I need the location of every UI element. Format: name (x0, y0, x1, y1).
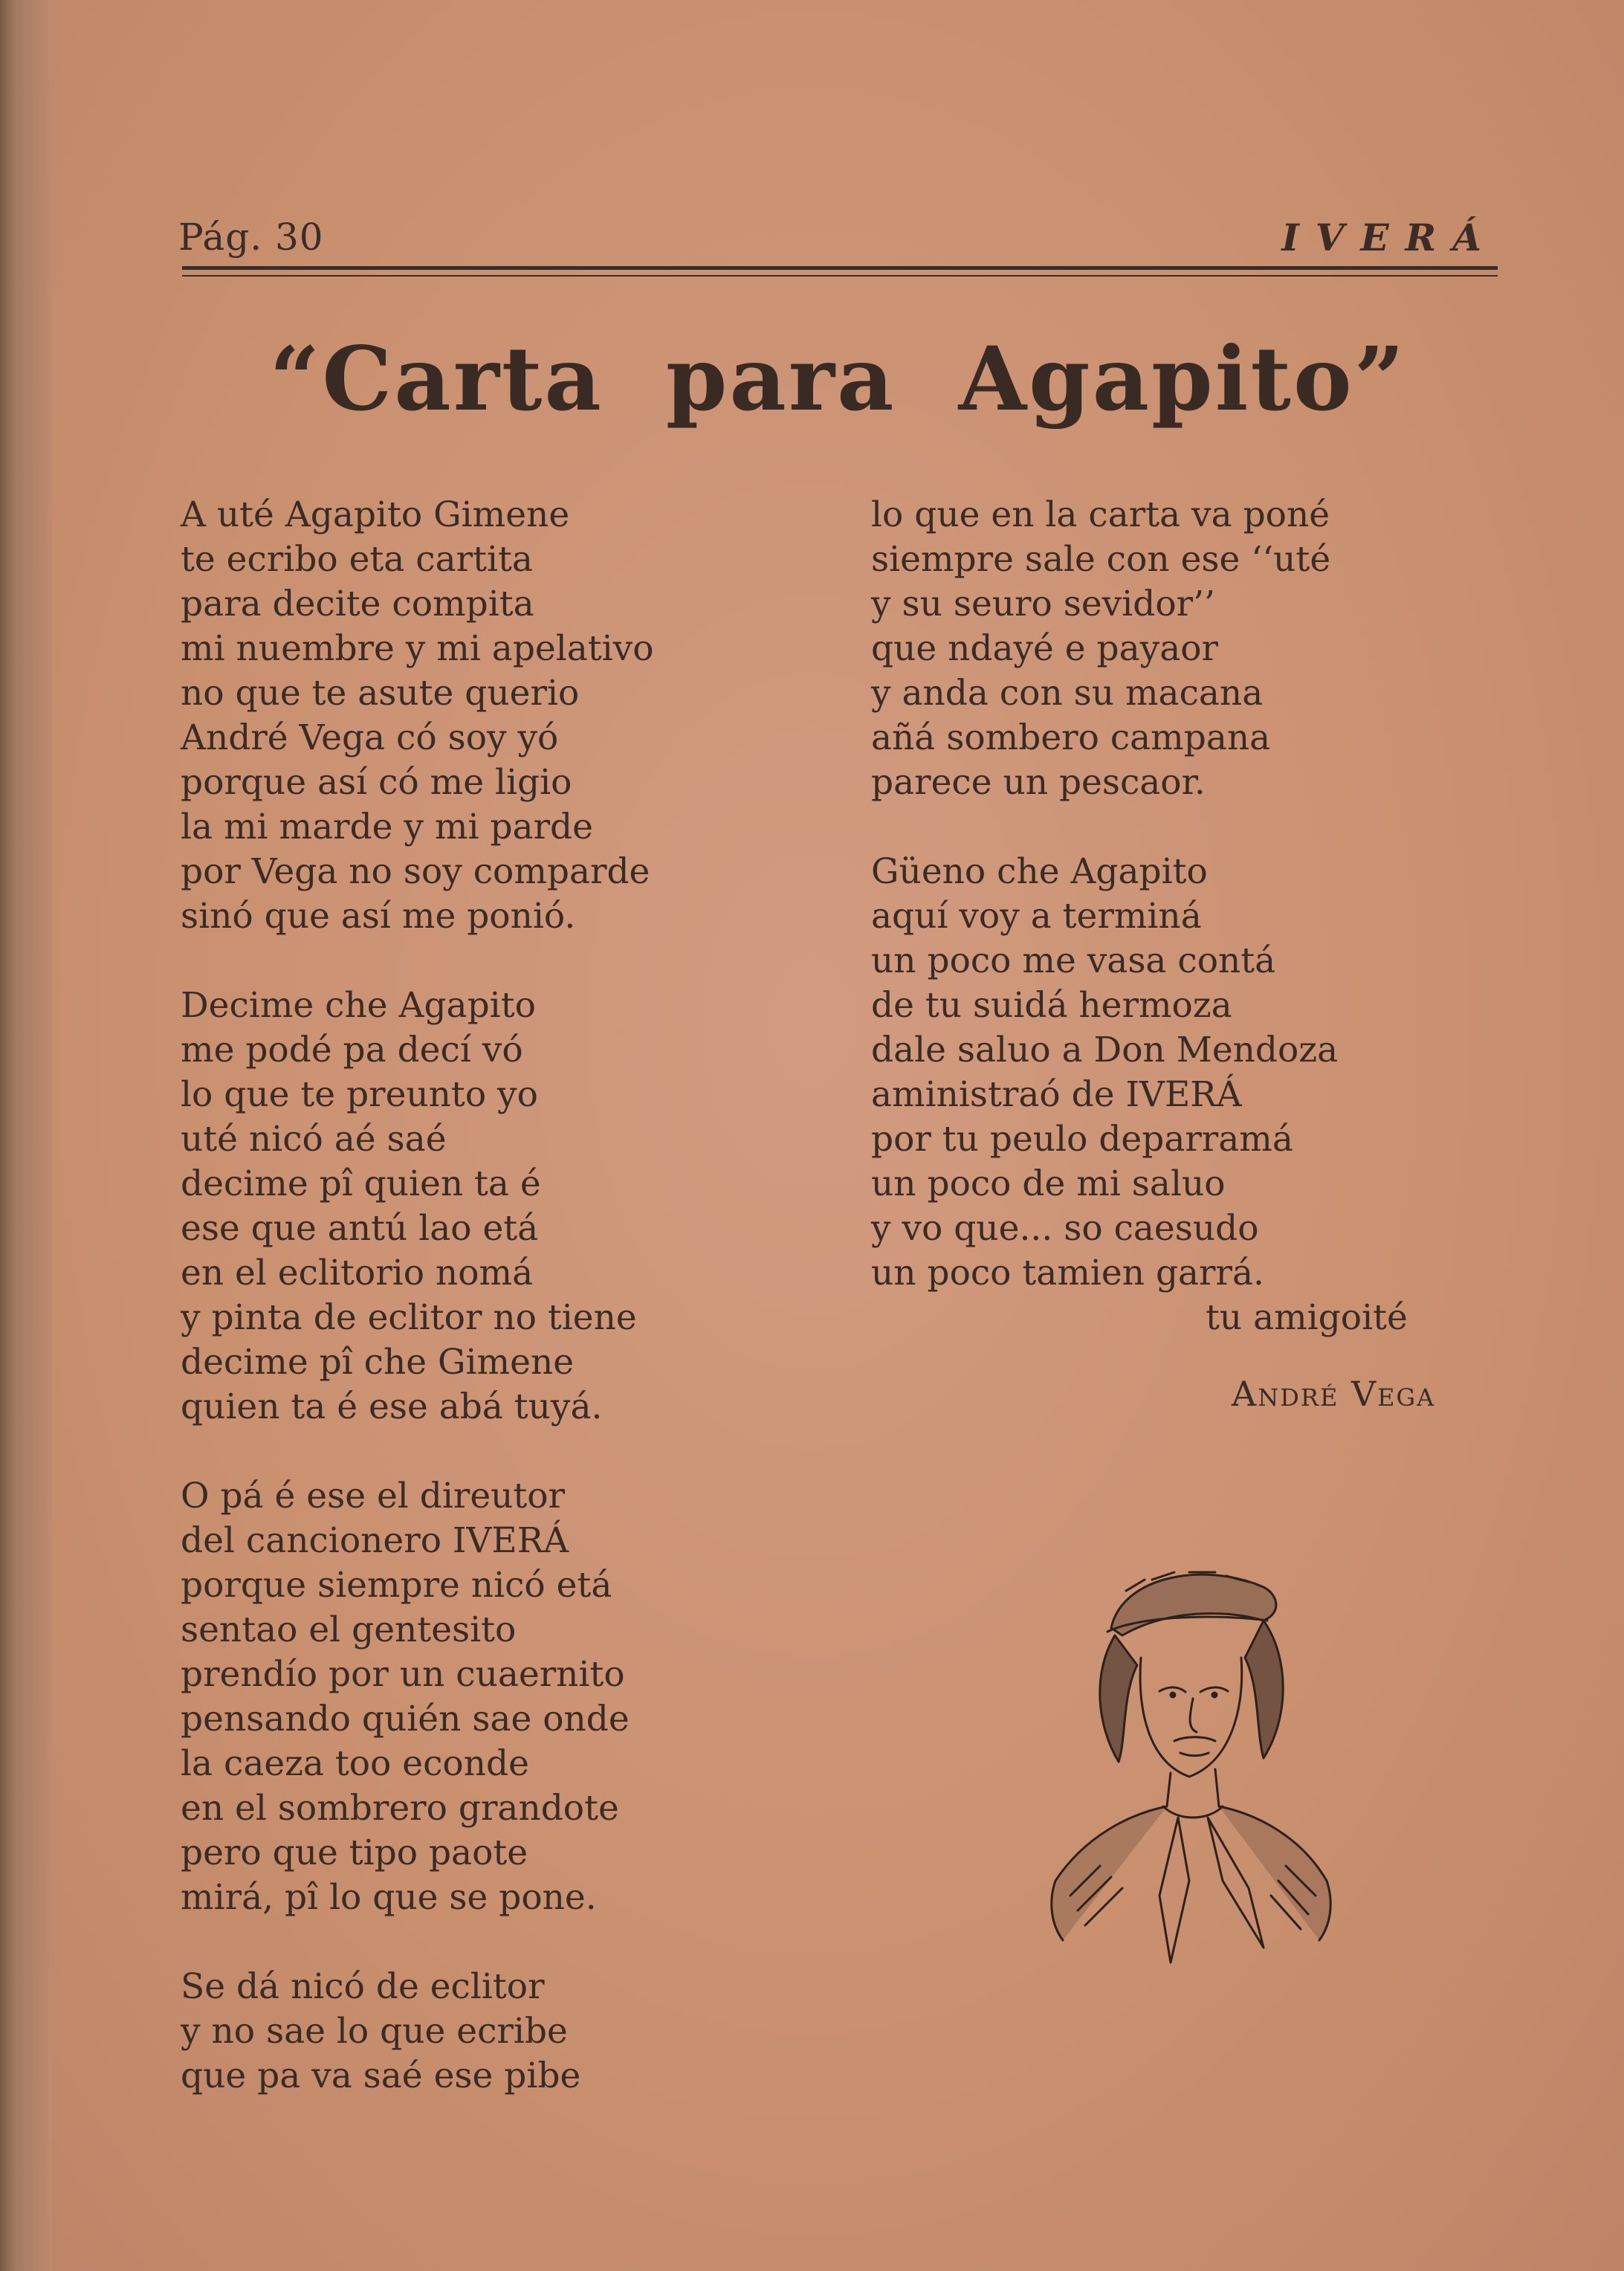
poem-line: mirá, pî lo que se pone. (181, 1877, 597, 1918)
poem-line: de tu suidá hermoza (871, 985, 1232, 1026)
portrait-sketch-icon (1041, 1546, 1338, 2007)
poem-line: sinó que así me ponió. (181, 896, 576, 937)
poem-line: sentao el gentesito (181, 1609, 517, 1650)
stanza (181, 1965, 850, 2099)
header-rule-thin (182, 275, 1498, 277)
poem-line: porque así có me ligio (181, 762, 572, 803)
poem-line: y no sae lo que ecribe (181, 2011, 568, 2052)
poem-line: añá sombero campana (871, 717, 1271, 758)
poem-line: mi nuembre y mi apelativo (181, 628, 654, 669)
poem-line: pero que tipo paote (181, 1832, 528, 1873)
poem-line: y vo que... so caesudo (871, 1208, 1259, 1249)
poem-line: un poco tamien garrá. (871, 1253, 1264, 1293)
poem-line: por tu peulo deparramá (871, 1119, 1293, 1160)
stanza (181, 493, 850, 939)
stanza (181, 983, 850, 1430)
poem-line: siempre sale con ese ‘‘uté (871, 539, 1331, 580)
stanza (871, 850, 1540, 1296)
poem-line: por Vega no soy comparde (181, 851, 650, 892)
page-header (178, 216, 1498, 268)
page-number: Pág. 30 (178, 216, 324, 259)
poem-line: A uté Agapito Gimene (181, 494, 570, 535)
closing-signoff: tu amigoité (1206, 1297, 1408, 1338)
poem-line: un poco de mi saluo (871, 1163, 1226, 1204)
stanza (181, 1474, 850, 1920)
poem-line: decime pî che Gimene (181, 1342, 575, 1383)
poem-line: y pinta de eclitor no tiene (181, 1297, 637, 1338)
poem-line: un poco me vasa contá (871, 940, 1276, 981)
poem-line: y anda con su macana (871, 673, 1264, 714)
poem-line: la caeza too econde (181, 1743, 529, 1784)
poem-line: Güeno che Agapito (871, 851, 1208, 892)
poem-line: para decite compita (181, 584, 534, 624)
poem-line: decime pî quien ta é (181, 1163, 541, 1204)
poem-line: prendío por un cuaernito (181, 1654, 625, 1695)
poem-line: uté nicó aé saé (181, 1119, 447, 1160)
poem-line: ese que antú lao etá (181, 1208, 539, 1249)
poem-line: en el eclitorio nomá (181, 1253, 534, 1293)
poem-right-column (871, 493, 1540, 1416)
poem-line: aministraó de IVERÁ (871, 1074, 1242, 1115)
header-rule-thick (182, 266, 1498, 270)
poem-line: André Vega có soy yó (181, 717, 559, 758)
poem-line: y su seuro sevidor’’ (871, 584, 1215, 624)
author-signature: André Vega (1232, 1374, 1436, 1414)
page-binding-edge (0, 0, 52, 2271)
poem-line: porque siempre nicó etá (181, 1565, 612, 1606)
poem-line: no que te asute querio (181, 673, 580, 714)
stanza (871, 493, 1540, 805)
poem-line: la mi marde y mi parde (181, 807, 593, 847)
poem-line: Se dá nicó de eclitor (181, 1966, 545, 2007)
poem-line: que ndayé e payaor (871, 628, 1218, 669)
poem-line: pensando quién sae onde (181, 1699, 630, 1739)
poem-line: en el sombrero grandote (181, 1788, 619, 1829)
poem-title: “Carta para Agapito” (269, 327, 1407, 430)
poem-left-column (181, 493, 850, 2143)
poem-line: lo que te preunto yo (181, 1074, 538, 1115)
poem-line: que pa va saé ese pibe (181, 2055, 581, 2096)
poem-line: me podé pa decí vó (181, 1030, 523, 1070)
poem-line: O pá é ese el direutor (181, 1476, 566, 1516)
poem-line: dale saluo a Don Mendoza (871, 1030, 1339, 1070)
poem-line: lo que en la carta va poné (871, 494, 1330, 535)
poem-line: Decime che Agapito (181, 985, 536, 1026)
poem-line: te ecribo eta cartita (181, 539, 533, 580)
poem-line: quien ta é ese abá tuyá. (181, 1386, 603, 1427)
poem-line: del cancionero IVERÁ (181, 1520, 569, 1561)
poem-line: parece un pescaor. (871, 762, 1206, 803)
poem-line: aquí voy a terminá (871, 896, 1202, 937)
running-head: IVERÁ (1281, 216, 1498, 259)
